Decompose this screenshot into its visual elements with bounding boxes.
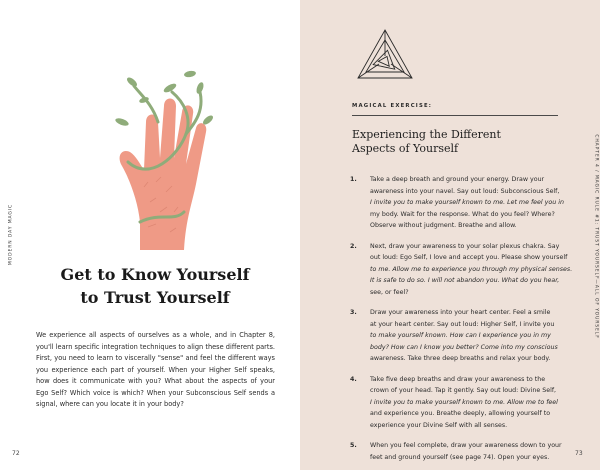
right-page bbox=[300, 0, 600, 470]
step-line: Take five deep breaths and draw your awareness to the bbox=[370, 375, 546, 383]
step-line: I invite you to make yourself known to me. Let me feel you in bbox=[370, 199, 564, 206]
step-line: Observe without judgment. Breathe and allow. bbox=[370, 222, 517, 229]
exercise-step bbox=[344, 374, 568, 432]
exercise-step bbox=[344, 307, 568, 365]
left-running-head: MODERN DAY MAGIC bbox=[8, 203, 14, 266]
exercise-step bbox=[344, 440, 568, 463]
step-text bbox=[370, 374, 568, 432]
step-number: 5. bbox=[350, 442, 357, 449]
page-number-left: 72 bbox=[12, 450, 20, 457]
step-line: It is safe to do so. I will not abandon you. What do you hear, bbox=[370, 277, 560, 284]
step-text bbox=[370, 241, 573, 299]
step-number: 1. bbox=[350, 176, 357, 183]
exercise-label: MAGICAL EXERCISE: bbox=[352, 103, 433, 109]
chapter-section-title bbox=[30, 263, 280, 309]
step-line: awareness. Take three deep breaths and relax your body. bbox=[370, 355, 551, 362]
step-line: awareness into your navel. Say out loud: Subconscious Self, bbox=[370, 187, 560, 195]
exercise-title bbox=[352, 128, 552, 156]
step-line: see, or feel? bbox=[370, 288, 409, 296]
exercise-steps bbox=[344, 174, 573, 472]
step-line: Take a deep breath and ground your energy. Draw your bbox=[370, 176, 545, 183]
divider bbox=[352, 115, 558, 116]
step-number: 4. bbox=[350, 375, 357, 383]
page-number-right: 73 bbox=[575, 450, 583, 457]
step-line: feet and ground yourself (see page 74). Open your eyes. bbox=[370, 453, 550, 461]
step-number: 3. bbox=[350, 309, 357, 316]
step-line: experience your Divine Self with all senses. bbox=[370, 421, 508, 429]
step-number: 2. bbox=[350, 242, 357, 250]
step-line: and experience you. Breathe deeply, allowing yourself to bbox=[370, 410, 551, 417]
title-line: Aspects of Yourself bbox=[352, 142, 459, 155]
step-line: out loud: Ego Self, I love and accept you. Please show yourself bbox=[370, 254, 568, 261]
step-line: crown of your head. Tap it gently. Say out loud: Divine Self, bbox=[370, 387, 557, 394]
step-line: my body. Wait for the response. What do you feel? Where? bbox=[370, 210, 555, 218]
step-line: body? How can I know you better? Come into my conscious bbox=[370, 343, 558, 351]
exercise-step bbox=[344, 241, 573, 299]
title-line: to Trust Yourself bbox=[80, 288, 230, 307]
step-text bbox=[370, 307, 568, 365]
step-line: to me. Allow me to experience you through my physical senses. bbox=[370, 265, 573, 273]
step-line: to make yourself known. How can I experience you in my bbox=[370, 332, 551, 339]
step-line: I invite you to make yourself known to me. Allow me to feel bbox=[370, 398, 558, 406]
step-line: When you feel complete, draw your awareness down to your bbox=[370, 442, 562, 449]
step-text bbox=[370, 440, 568, 463]
step-line: at your heart center. Say out loud: Higher Self, I invite you bbox=[370, 320, 555, 328]
right-running-head: CHAPTER 4 / MAGIC RULE #1: TRUST YOURSELF—ALL OF YOURSELF bbox=[593, 134, 599, 339]
title-line: Experiencing the Different bbox=[352, 128, 501, 141]
step-line: Draw your awareness into your heart center. Feel a smile bbox=[370, 309, 551, 316]
intro-paragraph: We experience all aspects of ourselves as a whole, and in Chapter 8, you'll learn specific integration techniques to align these different parts. First, you need to learn to viscerally "sense" and feel the different ways you experience each part of yourself. When your Higher Self speaks, how does it communicate with you? What about the aspects of your Ego Self? Which voice is which? When your Subconscious Self sends a signal, where can you locate it in your body? bbox=[36, 331, 275, 408]
spiral-triangle-icon bbox=[356, 28, 414, 80]
step-text bbox=[370, 174, 568, 232]
left-page bbox=[0, 0, 300, 470]
hand-with-vine-icon bbox=[100, 62, 220, 252]
step-line: Next, draw your awareness to your solar plexus chakra. Say bbox=[370, 242, 560, 250]
exercise-step bbox=[344, 174, 568, 232]
title-line: Get to Know Yourself bbox=[60, 265, 250, 284]
